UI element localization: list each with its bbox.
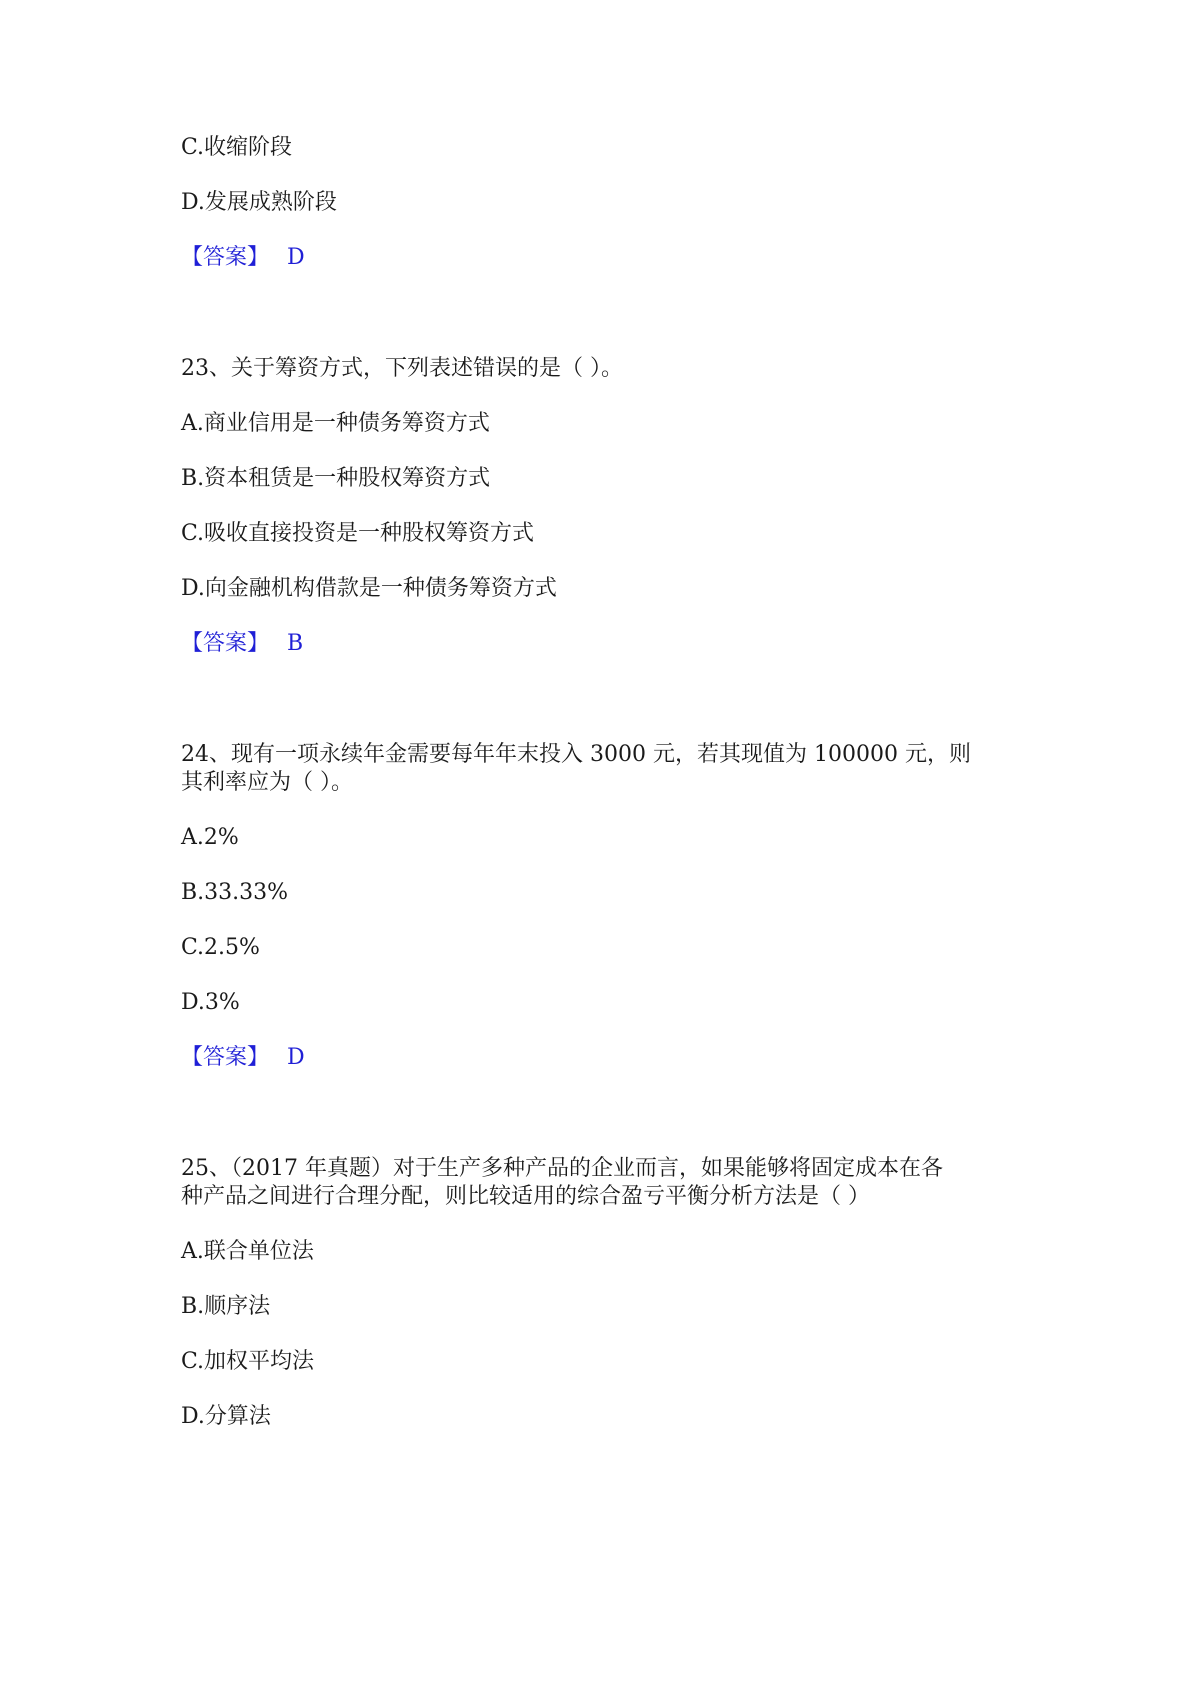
option-c-q24: C.2.5%	[181, 935, 260, 960]
answer-q23	[181, 632, 303, 656]
answer-label: 【答案】	[181, 1045, 270, 1070]
option-a-q24: A.2%	[181, 825, 239, 850]
option-a-q25: A.联合单位法	[181, 1239, 314, 1264]
option-d-q23: D.向金融机构借款是一种债务筹资方式	[181, 576, 557, 601]
question-25-line-1: 25、（2017 年真题）对于生产多种产品的企业而言，如果能够将固定成本在各	[181, 1156, 943, 1181]
question-24-line-2: 其利率应为（ ）。	[181, 770, 353, 795]
option-b-q23: B.资本租赁是一种股权筹资方式	[181, 466, 491, 491]
option-d-q25: D.分算法	[181, 1404, 271, 1429]
answer-q24	[181, 1046, 305, 1070]
question-24-line-1: 24、现有一项永续年金需要每年年末投入 3000 元，若其现值为 100000 元，则	[181, 742, 971, 767]
option-b-q24: B.33.33%	[181, 880, 289, 905]
answer-label: 【答案】	[181, 245, 270, 270]
question-23: 23、关于筹资方式，下列表述错误的是（ ）。	[181, 356, 623, 381]
option-d-q24: D.3%	[181, 990, 240, 1015]
question-25-line-2: 种产品之间进行合理分配，则比较适用的综合盈亏平衡分析方法是（ ）	[181, 1184, 870, 1209]
option-c-q22: C.收缩阶段	[181, 135, 293, 160]
answer-value: D	[287, 1045, 305, 1070]
option-c-q25: C.加权平均法	[181, 1349, 315, 1374]
option-b-q25: B.顺序法	[181, 1294, 271, 1319]
option-a-q23: A.商业信用是一种债务筹资方式	[181, 411, 490, 436]
option-d-q22: D.发展成熟阶段	[181, 190, 337, 215]
answer-value: D	[287, 245, 305, 270]
answer-value: B	[287, 631, 304, 656]
option-c-q23: C.吸收直接投资是一种股权筹资方式	[181, 521, 535, 546]
answer-label: 【答案】	[181, 631, 270, 656]
answer-q22	[181, 246, 305, 270]
